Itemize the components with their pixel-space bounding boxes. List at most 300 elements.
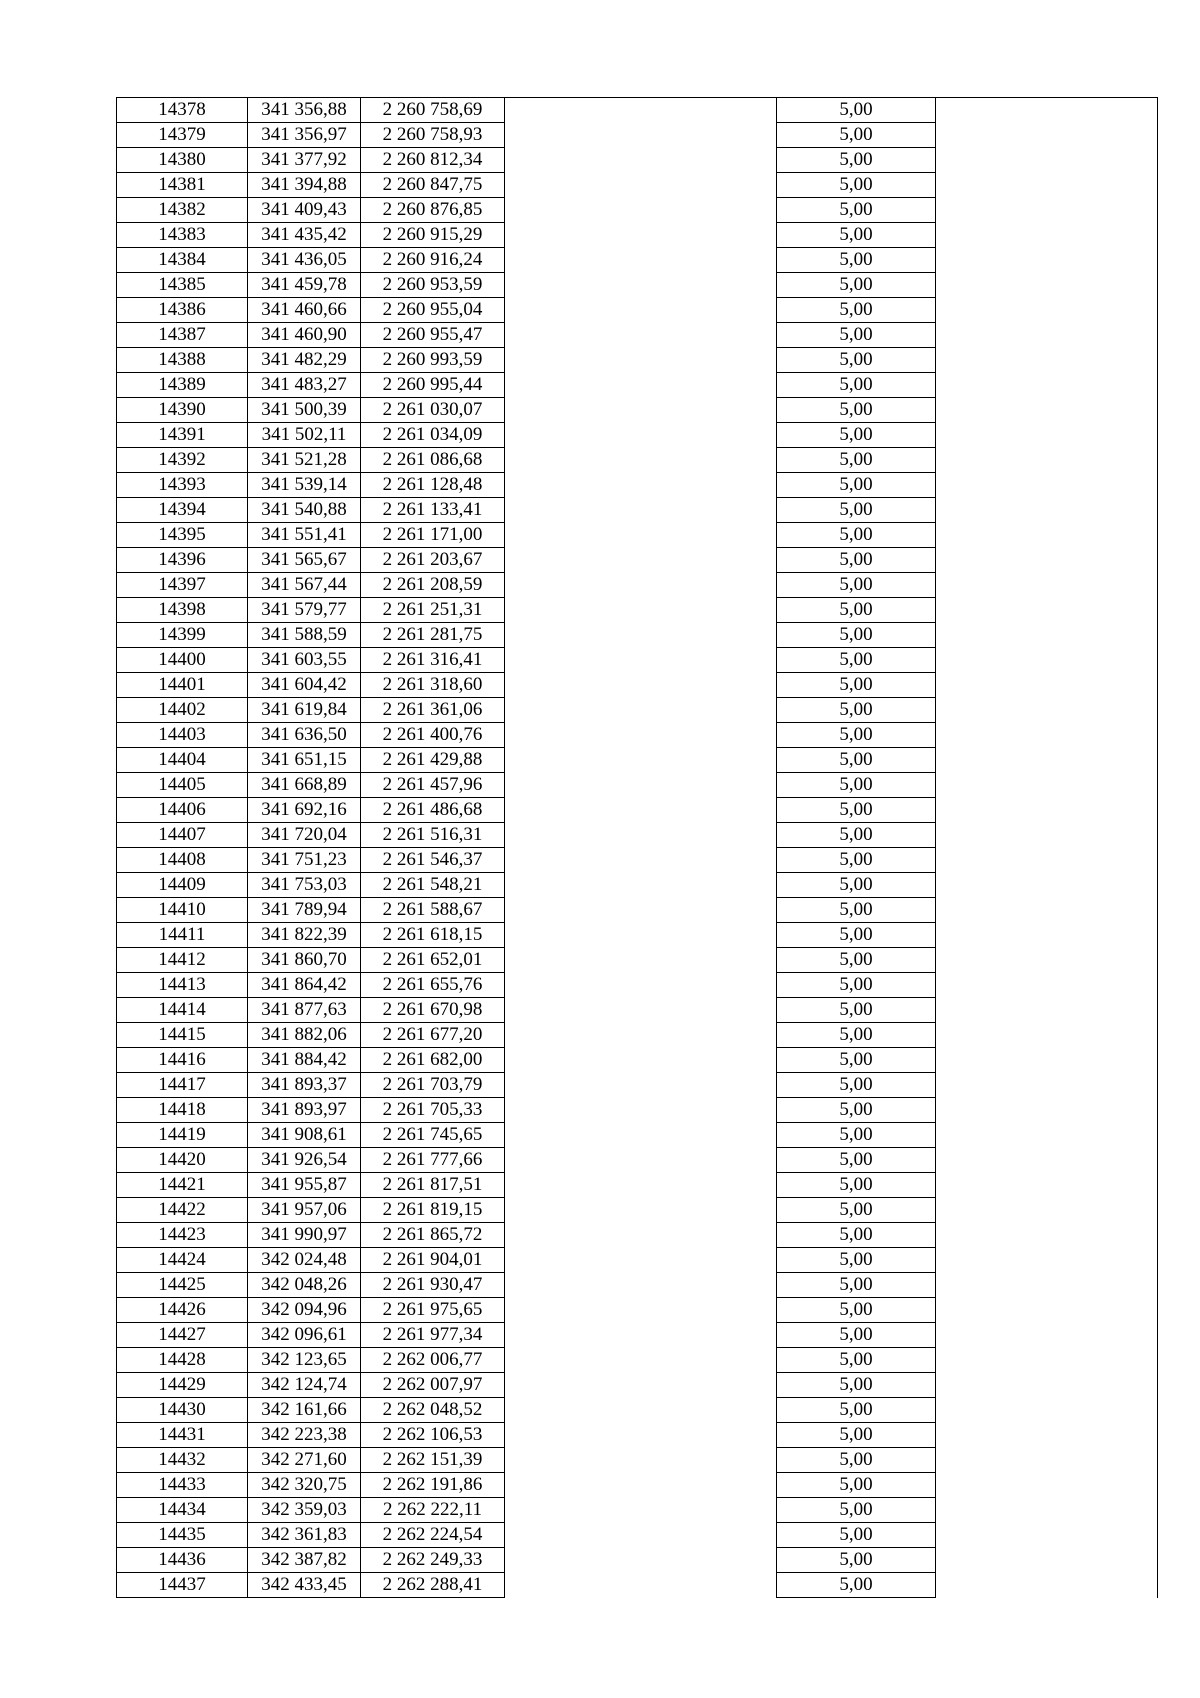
x-coordinate-cell: 341 990,97: [248, 1223, 361, 1248]
point-number-cell: 14423: [117, 1223, 248, 1248]
point-number-cell: 14417: [117, 1073, 248, 1098]
empty-cell: [505, 648, 777, 673]
empty-cell: [505, 1098, 777, 1123]
empty-cell: [505, 498, 777, 523]
table-row: [117, 323, 1158, 348]
y-coordinate-cell: 2 262 048,52: [361, 1398, 505, 1423]
point-number-cell: 14411: [117, 923, 248, 948]
empty-cell: [505, 848, 777, 873]
x-coordinate-cell: 341 500,39: [248, 398, 361, 423]
table-row: [117, 1273, 1158, 1298]
x-coordinate-cell: 341 908,61: [248, 1123, 361, 1148]
table-row: [117, 498, 1158, 523]
note-cell: [936, 1473, 1158, 1498]
note-cell: [936, 648, 1158, 673]
x-coordinate-cell: 341 636,50: [248, 723, 361, 748]
note-cell: [936, 798, 1158, 823]
empty-cell: [505, 723, 777, 748]
x-coordinate-cell: 341 603,55: [248, 648, 361, 673]
y-coordinate-cell: 2 261 034,09: [361, 423, 505, 448]
value-cell: 5,00: [777, 1398, 936, 1423]
x-coordinate-cell: 341 751,23: [248, 848, 361, 873]
y-coordinate-cell: 2 261 546,37: [361, 848, 505, 873]
note-cell: [936, 1073, 1158, 1098]
value-cell: 5,00: [777, 398, 936, 423]
y-coordinate-cell: 2 261 030,07: [361, 398, 505, 423]
value-cell: 5,00: [777, 198, 936, 223]
note-cell: [936, 1098, 1158, 1123]
value-cell: 5,00: [777, 873, 936, 898]
x-coordinate-cell: 341 884,42: [248, 1048, 361, 1073]
note-cell: [936, 448, 1158, 473]
table-row: [117, 598, 1158, 623]
point-number-cell: 14403: [117, 723, 248, 748]
table-row: [117, 1198, 1158, 1223]
point-number-cell: 14434: [117, 1498, 248, 1523]
y-coordinate-cell: 2 260 995,44: [361, 373, 505, 398]
note-cell: [936, 1173, 1158, 1198]
coordinates-table-body: [117, 98, 1158, 1598]
y-coordinate-cell: 2 262 288,41: [361, 1573, 505, 1598]
note-cell: [936, 673, 1158, 698]
note-cell: [936, 848, 1158, 873]
table-row: [117, 848, 1158, 873]
x-coordinate-cell: 341 864,42: [248, 973, 361, 998]
value-cell: 5,00: [777, 1298, 936, 1323]
note-cell: [936, 498, 1158, 523]
empty-cell: [505, 873, 777, 898]
table-row: [117, 648, 1158, 673]
x-coordinate-cell: 341 356,97: [248, 123, 361, 148]
value-cell: 5,00: [777, 498, 936, 523]
table-row: [117, 1548, 1158, 1573]
x-coordinate-cell: 342 223,38: [248, 1423, 361, 1448]
point-number-cell: 14384: [117, 248, 248, 273]
value-cell: 5,00: [777, 1123, 936, 1148]
value-cell: 5,00: [777, 98, 936, 123]
point-number-cell: 14427: [117, 1323, 248, 1348]
point-number-cell: 14431: [117, 1423, 248, 1448]
y-coordinate-cell: 2 261 086,68: [361, 448, 505, 473]
empty-cell: [505, 923, 777, 948]
empty-cell: [505, 1298, 777, 1323]
value-cell: 5,00: [777, 1323, 936, 1348]
table-row: [117, 348, 1158, 373]
value-cell: 5,00: [777, 948, 936, 973]
x-coordinate-cell: 341 551,41: [248, 523, 361, 548]
y-coordinate-cell: 2 261 904,01: [361, 1248, 505, 1273]
table-row: [117, 1023, 1158, 1048]
empty-cell: [505, 1573, 777, 1598]
empty-cell: [505, 823, 777, 848]
note-cell: [936, 398, 1158, 423]
note-cell: [936, 1523, 1158, 1548]
point-number-cell: 14405: [117, 773, 248, 798]
point-number-cell: 14407: [117, 823, 248, 848]
table-row: [117, 548, 1158, 573]
y-coordinate-cell: 2 260 955,47: [361, 323, 505, 348]
table-row: [117, 223, 1158, 248]
point-number-cell: 14433: [117, 1473, 248, 1498]
table-row: [117, 998, 1158, 1023]
value-cell: 5,00: [777, 623, 936, 648]
empty-cell: [505, 348, 777, 373]
x-coordinate-cell: 342 359,03: [248, 1498, 361, 1523]
y-coordinate-cell: 2 260 847,75: [361, 173, 505, 198]
table-row: [117, 248, 1158, 273]
table-row: [117, 123, 1158, 148]
table-row: [117, 673, 1158, 698]
y-coordinate-cell: 2 261 548,21: [361, 873, 505, 898]
point-number-cell: 14383: [117, 223, 248, 248]
value-cell: 5,00: [777, 223, 936, 248]
note-cell: [936, 898, 1158, 923]
empty-cell: [505, 398, 777, 423]
note-cell: [936, 1248, 1158, 1273]
table-row: [117, 523, 1158, 548]
point-number-cell: 14404: [117, 748, 248, 773]
point-number-cell: 14390: [117, 398, 248, 423]
x-coordinate-cell: 341 789,94: [248, 898, 361, 923]
y-coordinate-cell: 2 262 224,54: [361, 1523, 505, 1548]
y-coordinate-cell: 2 261 677,20: [361, 1023, 505, 1048]
note-cell: [936, 123, 1158, 148]
y-coordinate-cell: 2 261 486,68: [361, 798, 505, 823]
empty-cell: [505, 948, 777, 973]
table-row: [117, 1248, 1158, 1273]
y-coordinate-cell: 2 261 208,59: [361, 573, 505, 598]
table-row: [117, 898, 1158, 923]
point-number-cell: 14408: [117, 848, 248, 873]
y-coordinate-cell: 2 261 682,00: [361, 1048, 505, 1073]
empty-cell: [505, 1148, 777, 1173]
y-coordinate-cell: 2 261 655,76: [361, 973, 505, 998]
x-coordinate-cell: 341 588,59: [248, 623, 361, 648]
empty-cell: [505, 1173, 777, 1198]
table-row: [117, 1423, 1158, 1448]
empty-cell: [505, 748, 777, 773]
x-coordinate-cell: 341 565,67: [248, 548, 361, 573]
value-cell: 5,00: [777, 848, 936, 873]
y-coordinate-cell: 2 261 361,06: [361, 698, 505, 723]
empty-cell: [505, 1548, 777, 1573]
value-cell: 5,00: [777, 448, 936, 473]
note-cell: [936, 623, 1158, 648]
empty-cell: [505, 198, 777, 223]
value-cell: 5,00: [777, 1573, 936, 1598]
value-cell: 5,00: [777, 573, 936, 598]
point-number-cell: 14379: [117, 123, 248, 148]
note-cell: [936, 1198, 1158, 1223]
x-coordinate-cell: 341 460,66: [248, 298, 361, 323]
x-coordinate-cell: 341 540,88: [248, 498, 361, 523]
note-cell: [936, 1423, 1158, 1448]
table-row: [117, 1048, 1158, 1073]
point-number-cell: 14409: [117, 873, 248, 898]
note-cell: [936, 1298, 1158, 1323]
value-cell: 5,00: [777, 473, 936, 498]
empty-cell: [505, 1273, 777, 1298]
x-coordinate-cell: 342 094,96: [248, 1298, 361, 1323]
x-coordinate-cell: 342 361,83: [248, 1523, 361, 1548]
note-cell: [936, 698, 1158, 723]
empty-cell: [505, 673, 777, 698]
empty-cell: [505, 973, 777, 998]
x-coordinate-cell: 341 567,44: [248, 573, 361, 598]
note-cell: [936, 1048, 1158, 1073]
empty-cell: [505, 1523, 777, 1548]
point-number-cell: 14418: [117, 1098, 248, 1123]
note-cell: [936, 873, 1158, 898]
point-number-cell: 14436: [117, 1548, 248, 1573]
value-cell: 5,00: [777, 673, 936, 698]
note-cell: [936, 223, 1158, 248]
point-number-cell: 14391: [117, 423, 248, 448]
empty-cell: [505, 448, 777, 473]
empty-cell: [505, 373, 777, 398]
y-coordinate-cell: 2 262 191,86: [361, 1473, 505, 1498]
table-row: [117, 798, 1158, 823]
x-coordinate-cell: 342 123,65: [248, 1348, 361, 1373]
x-coordinate-cell: 341 668,89: [248, 773, 361, 798]
empty-cell: [505, 98, 777, 123]
x-coordinate-cell: 341 521,28: [248, 448, 361, 473]
point-number-cell: 14424: [117, 1248, 248, 1273]
x-coordinate-cell: 341 860,70: [248, 948, 361, 973]
point-number-cell: 14437: [117, 1573, 248, 1598]
value-cell: 5,00: [777, 1498, 936, 1523]
empty-cell: [505, 1373, 777, 1398]
empty-cell: [505, 798, 777, 823]
value-cell: 5,00: [777, 648, 936, 673]
note-cell: [936, 473, 1158, 498]
table-row: [117, 1298, 1158, 1323]
table-row: [117, 1573, 1158, 1598]
y-coordinate-cell: 2 261 777,66: [361, 1148, 505, 1173]
table-row: [117, 1173, 1158, 1198]
table-row: [117, 1073, 1158, 1098]
y-coordinate-cell: 2 262 249,33: [361, 1548, 505, 1573]
table-row: [117, 923, 1158, 948]
note-cell: [936, 1148, 1158, 1173]
table-row: [117, 273, 1158, 298]
value-cell: 5,00: [777, 298, 936, 323]
y-coordinate-cell: 2 262 007,97: [361, 1373, 505, 1398]
point-number-cell: 14400: [117, 648, 248, 673]
y-coordinate-cell: 2 261 457,96: [361, 773, 505, 798]
empty-cell: [505, 573, 777, 598]
x-coordinate-cell: 341 893,37: [248, 1073, 361, 1098]
note-cell: [936, 1498, 1158, 1523]
point-number-cell: 14415: [117, 1023, 248, 1048]
value-cell: 5,00: [777, 273, 936, 298]
y-coordinate-cell: 2 261 316,41: [361, 648, 505, 673]
value-cell: 5,00: [777, 1423, 936, 1448]
x-coordinate-cell: 341 955,87: [248, 1173, 361, 1198]
note-cell: [936, 1373, 1158, 1398]
table-row: [117, 973, 1158, 998]
y-coordinate-cell: 2 262 106,53: [361, 1423, 505, 1448]
empty-cell: [505, 698, 777, 723]
note-cell: [936, 423, 1158, 448]
empty-cell: [505, 248, 777, 273]
note-cell: [936, 148, 1158, 173]
note-cell: [936, 373, 1158, 398]
table-row: [117, 198, 1158, 223]
empty-cell: [505, 223, 777, 248]
value-cell: 5,00: [777, 1098, 936, 1123]
x-coordinate-cell: 341 753,03: [248, 873, 361, 898]
value-cell: 5,00: [777, 1548, 936, 1573]
y-coordinate-cell: 2 261 705,33: [361, 1098, 505, 1123]
note-cell: [936, 773, 1158, 798]
empty-cell: [505, 1123, 777, 1148]
value-cell: 5,00: [777, 898, 936, 923]
y-coordinate-cell: 2 260 812,34: [361, 148, 505, 173]
y-coordinate-cell: 2 261 745,65: [361, 1123, 505, 1148]
point-number-cell: 14397: [117, 573, 248, 598]
x-coordinate-cell: 342 161,66: [248, 1398, 361, 1423]
note-cell: [936, 1348, 1158, 1373]
empty-cell: [505, 1423, 777, 1448]
point-number-cell: 14401: [117, 673, 248, 698]
point-number-cell: 14398: [117, 598, 248, 623]
value-cell: 5,00: [777, 598, 936, 623]
empty-cell: [505, 1398, 777, 1423]
value-cell: 5,00: [777, 823, 936, 848]
empty-cell: [505, 323, 777, 348]
y-coordinate-cell: 2 261 203,67: [361, 548, 505, 573]
table-row: [117, 573, 1158, 598]
y-coordinate-cell: 2 261 318,60: [361, 673, 505, 698]
empty-cell: [505, 423, 777, 448]
y-coordinate-cell: 2 261 865,72: [361, 1223, 505, 1248]
x-coordinate-cell: 341 893,97: [248, 1098, 361, 1123]
point-number-cell: 14380: [117, 148, 248, 173]
table-row: [117, 1523, 1158, 1548]
note-cell: [936, 998, 1158, 1023]
empty-cell: [505, 473, 777, 498]
note-cell: [936, 1398, 1158, 1423]
table-row: [117, 173, 1158, 198]
x-coordinate-cell: 342 387,82: [248, 1548, 361, 1573]
point-number-cell: 14414: [117, 998, 248, 1023]
value-cell: 5,00: [777, 248, 936, 273]
point-number-cell: 14422: [117, 1198, 248, 1223]
point-number-cell: 14402: [117, 698, 248, 723]
table-row: [117, 723, 1158, 748]
x-coordinate-cell: 342 320,75: [248, 1473, 361, 1498]
point-number-cell: 14419: [117, 1123, 248, 1148]
x-coordinate-cell: 341 539,14: [248, 473, 361, 498]
table-row: [117, 1348, 1158, 1373]
point-number-cell: 14387: [117, 323, 248, 348]
table-row: [117, 448, 1158, 473]
table-row: [117, 873, 1158, 898]
value-cell: 5,00: [777, 1173, 936, 1198]
value-cell: 5,00: [777, 148, 936, 173]
table-row: [117, 1398, 1158, 1423]
empty-cell: [505, 1498, 777, 1523]
table-row: [117, 1498, 1158, 1523]
point-number-cell: 14429: [117, 1373, 248, 1398]
empty-cell: [505, 273, 777, 298]
value-cell: 5,00: [777, 973, 936, 998]
value-cell: 5,00: [777, 998, 936, 1023]
y-coordinate-cell: 2 261 171,00: [361, 523, 505, 548]
point-number-cell: 14412: [117, 948, 248, 973]
x-coordinate-cell: 342 024,48: [248, 1248, 361, 1273]
x-coordinate-cell: 341 720,04: [248, 823, 361, 848]
note-cell: [936, 723, 1158, 748]
value-cell: 5,00: [777, 1473, 936, 1498]
note-cell: [936, 98, 1158, 123]
y-coordinate-cell: 2 261 618,15: [361, 923, 505, 948]
value-cell: 5,00: [777, 523, 936, 548]
table-row: [117, 1323, 1158, 1348]
note-cell: [936, 248, 1158, 273]
table-row: [117, 398, 1158, 423]
value-cell: 5,00: [777, 1523, 936, 1548]
empty-cell: [505, 773, 777, 798]
value-cell: 5,00: [777, 373, 936, 398]
y-coordinate-cell: 2 260 758,69: [361, 98, 505, 123]
y-coordinate-cell: 2 261 819,15: [361, 1198, 505, 1223]
x-coordinate-cell: 341 394,88: [248, 173, 361, 198]
value-cell: 5,00: [777, 923, 936, 948]
x-coordinate-cell: 341 619,84: [248, 698, 361, 723]
note-cell: [936, 523, 1158, 548]
value-cell: 5,00: [777, 1248, 936, 1273]
point-number-cell: 14428: [117, 1348, 248, 1373]
table-row: [117, 823, 1158, 848]
x-coordinate-cell: 341 957,06: [248, 1198, 361, 1223]
x-coordinate-cell: 342 271,60: [248, 1448, 361, 1473]
note-cell: [936, 298, 1158, 323]
x-coordinate-cell: 341 435,42: [248, 223, 361, 248]
table-row: [117, 298, 1158, 323]
y-coordinate-cell: 2 261 975,65: [361, 1298, 505, 1323]
note-cell: [936, 823, 1158, 848]
note-cell: [936, 973, 1158, 998]
y-coordinate-cell: 2 261 400,76: [361, 723, 505, 748]
value-cell: 5,00: [777, 698, 936, 723]
y-coordinate-cell: 2 261 977,34: [361, 1323, 505, 1348]
y-coordinate-cell: 2 260 916,24: [361, 248, 505, 273]
value-cell: 5,00: [777, 348, 936, 373]
empty-cell: [505, 1248, 777, 1273]
empty-cell: [505, 1323, 777, 1348]
value-cell: 5,00: [777, 1073, 936, 1098]
y-coordinate-cell: 2 261 670,98: [361, 998, 505, 1023]
y-coordinate-cell: 2 260 953,59: [361, 273, 505, 298]
note-cell: [936, 273, 1158, 298]
y-coordinate-cell: 2 262 006,77: [361, 1348, 505, 1373]
y-coordinate-cell: 2 260 876,85: [361, 198, 505, 223]
note-cell: [936, 348, 1158, 373]
table-row: [117, 98, 1158, 123]
value-cell: 5,00: [777, 1448, 936, 1473]
note-cell: [936, 1273, 1158, 1298]
value-cell: 5,00: [777, 173, 936, 198]
empty-cell: [505, 1448, 777, 1473]
note-cell: [936, 323, 1158, 348]
value-cell: 5,00: [777, 1273, 936, 1298]
note-cell: [936, 1448, 1158, 1473]
table-row: [117, 473, 1158, 498]
x-coordinate-cell: 341 692,16: [248, 798, 361, 823]
x-coordinate-cell: 341 502,11: [248, 423, 361, 448]
